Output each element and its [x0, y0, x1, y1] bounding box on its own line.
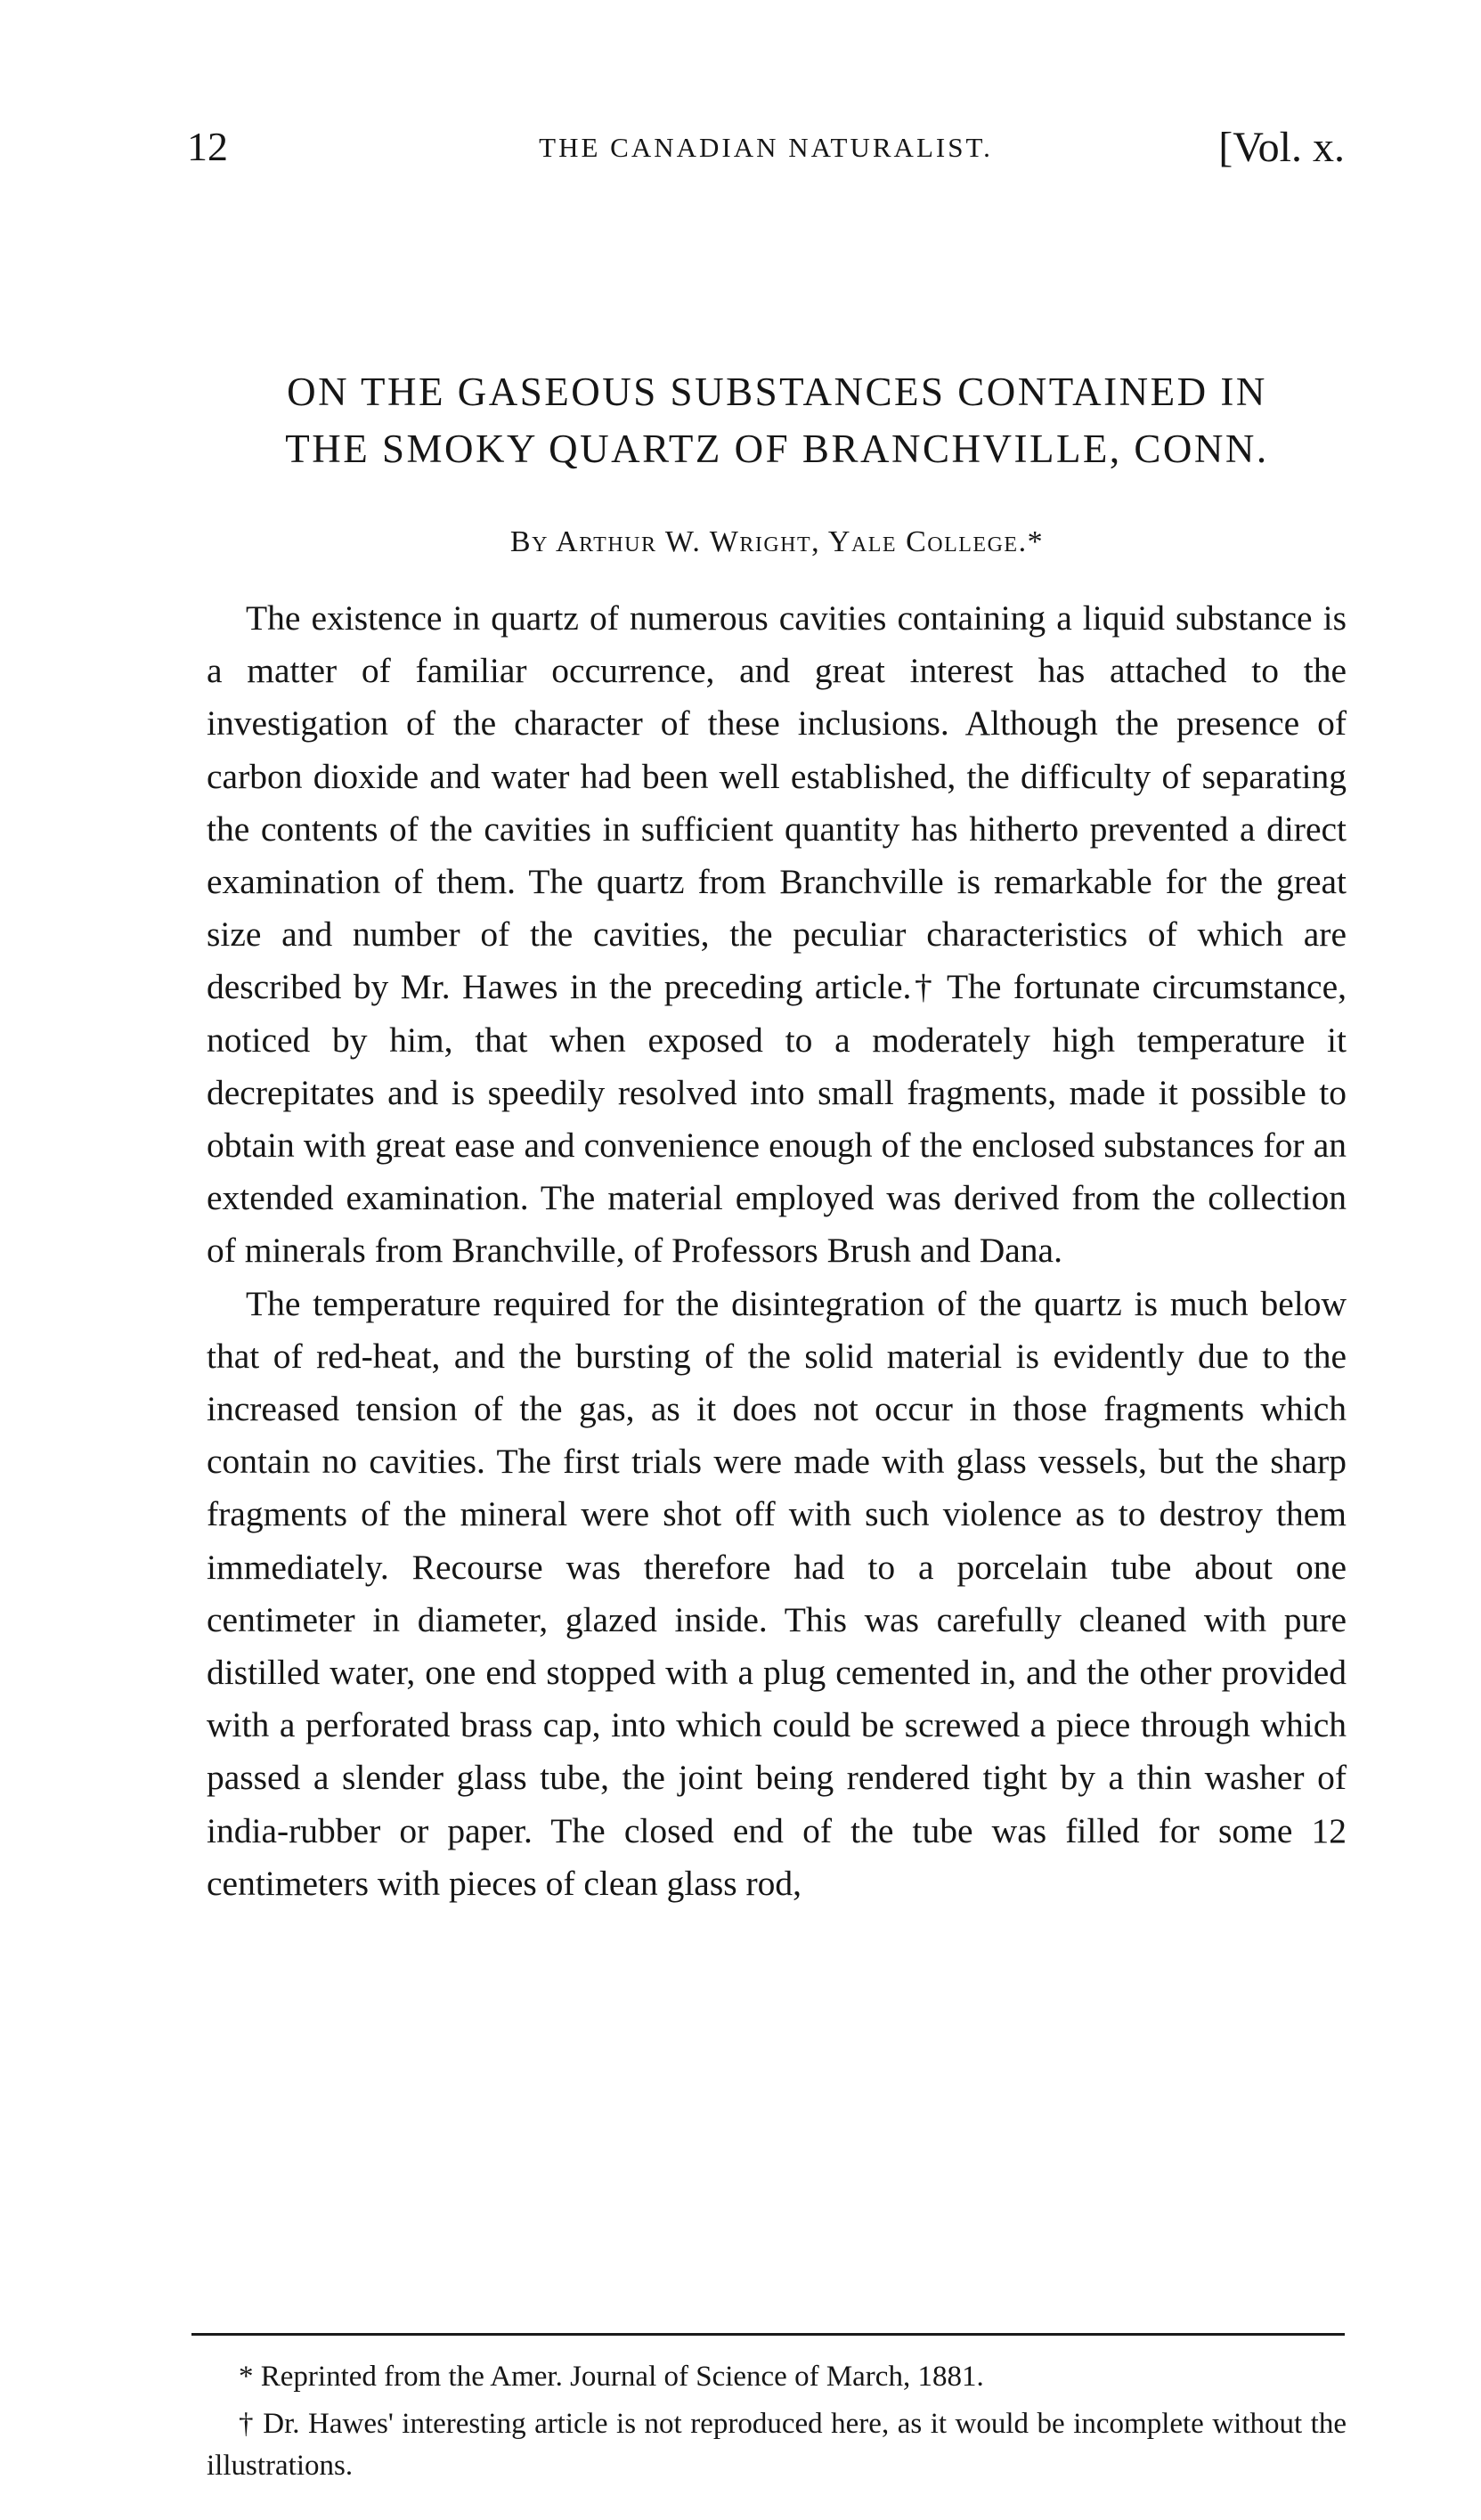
footnote-1: * Reprinted from the Amer. Journal of Science of March, 1881. [239, 2361, 984, 2393]
footnotes [207, 2356, 1347, 2492]
article-title [205, 363, 1349, 477]
article-title-line-2: THE SMOKY QUARTZ OF BRANCHVILLE, CONN. [285, 427, 1269, 471]
journal-title: THE CANADIAN NATURALIST. [539, 132, 993, 163]
body-paragraph-2: The temperature required for the disintegration of the quartz is much below that of red-heat, and the bursting of the solid material is evidently due to the increased tension of the gas, as it does not occur in those fragments which contain no cavities. The first trials were made with glass vessels, but the sharp fragments of the mineral were shot off with such violence as to destroy them immediately. Recourse was therefore had to a porcelain tube about one centimeter in diameter, glazed inside. This was carefully cleaned with pure distilled water, one end stopped with a plug cemented in, and the other provided with a perforated brass cap, into which could be screwed a piece through which passed a slender glass tube, the joint being rendered tight by a thin washer of india-rubber or paper. The closed end of the tube was filled for some 12 centimeters with pieces of clean glass rod, [207, 1283, 1347, 1903]
footnote-2: † Dr. Hawes' interesting article is not reproduced here, as it would be incomplete without the illustrations. [207, 2408, 1347, 2482]
footnote-divider [191, 2333, 1345, 2336]
article-byline: By Arthur W. Wright, Yale College.* [509, 525, 1045, 558]
article-body [207, 592, 1347, 1910]
body-paragraph-1: The existence in quartz of numerous cavities containing a liquid substance is a matter of familiar occurrence, and great interest has attached to the investigation of the character of these inclusions. Although the presence of carbon dioxide and water had been well established, the difficulty of separating the contents of the cavities in sufficient quantity has hitherto prevented a direct examination of them. The quartz from Branchville is remarkable for the great size and number of the cavities, the peculiar characteristics of which are described by Mr. Hawes in the preceding article.† The fortunate circumstance, noticed by him, that when exposed to a moderately high temperature it decrepitates and is speedily resolved into small fragments, made it possible to obtain with great ease and convenience enough of the enclosed substances for an extended examination. The material employed was derived from the collection of minerals from Branchville, of Professors Brush and Dana. [207, 598, 1347, 1271]
page-number: 12 [187, 124, 228, 169]
running-head [187, 123, 1345, 176]
article-title-line-1: ON THE GASEOUS SUBSTANCES CONTAINED IN [287, 370, 1267, 414]
volume-label: [Vol. x. [1218, 124, 1345, 171]
